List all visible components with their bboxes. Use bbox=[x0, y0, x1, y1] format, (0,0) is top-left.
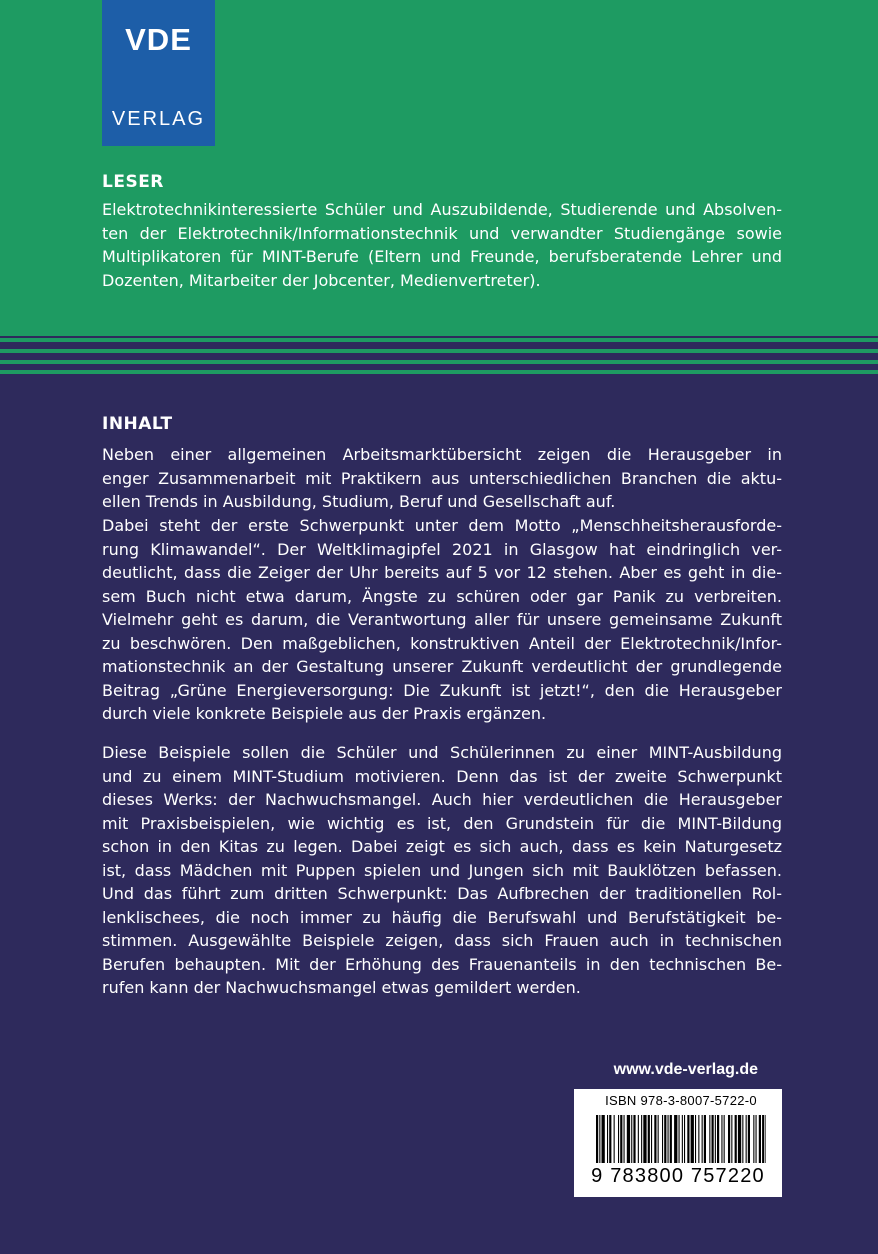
logo-sub-text: VERLAG bbox=[111, 108, 206, 130]
text-line: dieses Werks: der Nachwuchsmangel. Auch hier verdeutlichen die Herausgeber bbox=[102, 790, 782, 809]
barcode-bar bbox=[684, 1115, 685, 1163]
barcode-bar bbox=[759, 1115, 761, 1163]
barcode-bar bbox=[742, 1115, 743, 1163]
barcode-bar bbox=[724, 1115, 725, 1163]
barcode-bar bbox=[674, 1115, 677, 1163]
barcode-bar bbox=[695, 1115, 696, 1163]
barcode-bar bbox=[631, 1115, 632, 1163]
text-line: Elektrotechnikinteressierte Schüler und Auszubildende, Studierende und Absolven- bbox=[102, 200, 782, 219]
stripe-4 bbox=[0, 370, 878, 374]
barcode-bar bbox=[607, 1115, 608, 1163]
text-line: Beitrag „Grüne Energieversorgung: Die Zukunft ist jetzt!“, den die Herausgeber bbox=[102, 680, 782, 700]
barcode-icon bbox=[596, 1115, 766, 1163]
text-line: schon in den Kitas zu legen. Dabei zeigt es sich auch, dass es kein Naturgesetz bbox=[102, 837, 782, 856]
barcode-bar bbox=[664, 1115, 666, 1163]
leser-heading: LESER bbox=[102, 172, 164, 192]
text-line: enger Zusammenarbeit mit Praktikern aus unterschiedlichen Branchen die aktu- bbox=[102, 468, 782, 488]
text-line: Diese Beispiele sollen die Schüler und Schülerinnen zu einer MINT-Ausbildung bbox=[102, 743, 782, 762]
decorative-stripes bbox=[0, 336, 878, 378]
barcode-bar bbox=[753, 1115, 754, 1163]
text-line: mit Praxisbeispielen, wie wichtig es ist, den Grundstein für die MINT-Bildung bbox=[102, 813, 782, 833]
barcode-bar bbox=[658, 1115, 659, 1163]
publisher-url: www.vde-verlag.de bbox=[613, 1061, 758, 1078]
barcode-bar bbox=[715, 1115, 716, 1163]
barcode-bar bbox=[654, 1115, 656, 1163]
stripe-2 bbox=[0, 349, 878, 353]
barcode-bar bbox=[624, 1115, 625, 1163]
stripe-1 bbox=[0, 338, 878, 342]
isbn-label: ISBN 978-3-8007-5722-0 bbox=[605, 1093, 757, 1108]
barcode-bar bbox=[691, 1115, 694, 1163]
barcode-bar bbox=[728, 1115, 730, 1163]
vde-verlag-logo bbox=[102, 0, 215, 146]
barcode-bar bbox=[599, 1115, 600, 1163]
text-line: lenklischees, die noch immer zu häufig die Berufswahl und Berufstätigkeit be- bbox=[102, 907, 782, 927]
barcode-bar bbox=[643, 1115, 646, 1163]
barcode-bar bbox=[682, 1115, 683, 1163]
inhalt-paragraph-3 bbox=[102, 741, 782, 1000]
barcode-bar bbox=[746, 1115, 747, 1163]
text-line: und zu einem MINT-Studium motivieren. Denn das ist der zweite Schwerpunkt bbox=[102, 766, 782, 786]
text-line: durch viele konkrete Beispiele aus der Praxis ergänzen. bbox=[102, 704, 547, 723]
barcode-bar bbox=[596, 1115, 598, 1163]
barcode-bar bbox=[641, 1115, 642, 1163]
text-line: sem Buch nicht etwa darum, Ängste zu schüren oder gar Panik zu verbreiten. bbox=[102, 586, 782, 606]
barcode-bar bbox=[717, 1115, 719, 1163]
text-line: stimmen. Ausgewählte Beispiele zeigen, dass sich Frauen auch in technischen bbox=[102, 931, 782, 950]
inhalt-paragraph-2 bbox=[102, 514, 782, 726]
stripe-3 bbox=[0, 360, 878, 364]
text-line: zu beschwören. Den maßgeblichen, konstruktiven Anteil der Elektrotechnik/Infor- bbox=[102, 633, 782, 653]
text-line: rung Klimawandel“. Der Weltklimagipfel 2021 in Glasgow hat eindringlich ver- bbox=[102, 539, 782, 559]
text-line: ist, dass Mädchen mit Puppen spielen und Jungen sich mit Bauklötzen befassen. bbox=[102, 860, 782, 880]
barcode-bar bbox=[633, 1115, 635, 1163]
barcode-bar bbox=[618, 1115, 619, 1163]
barcode-bar bbox=[721, 1115, 722, 1163]
barcode-bar bbox=[614, 1115, 615, 1163]
isbn-barcode-box bbox=[574, 1089, 782, 1197]
barcode-bar bbox=[735, 1115, 737, 1163]
barcode-bar bbox=[620, 1115, 622, 1163]
barcode-bar bbox=[712, 1115, 714, 1163]
barcode-bar bbox=[765, 1115, 766, 1163]
barcode-bar bbox=[651, 1115, 652, 1163]
text-line: ten der Elektrotechnik/Informationstechnik und verwandter Studiengänge sowie bbox=[102, 223, 782, 243]
barcode-bar bbox=[748, 1115, 750, 1163]
barcode-bar bbox=[687, 1115, 689, 1163]
barcode-bar bbox=[627, 1115, 630, 1163]
text-line: Neben einer allgemeinen Arbeitsmarktübersicht zeigen die Herausgeber in bbox=[102, 445, 782, 464]
barcode-bar bbox=[662, 1115, 663, 1163]
barcode-bar bbox=[738, 1115, 741, 1163]
barcode-bar bbox=[638, 1115, 639, 1163]
leser-text bbox=[102, 198, 782, 292]
barcode-bar bbox=[731, 1115, 732, 1163]
barcode-bar bbox=[704, 1115, 706, 1163]
barcode-bar bbox=[670, 1115, 672, 1163]
ean-number: 9 783800 757220 bbox=[591, 1165, 765, 1187]
text-line: ellen Trends in Ausbildung, Studium, Beruf und Gesellschaft auf. bbox=[102, 492, 616, 511]
logo-main-text: VDE bbox=[125, 22, 192, 57]
barcode-bar bbox=[648, 1115, 650, 1163]
barcode-bar bbox=[756, 1115, 757, 1163]
text-line: mationstechnik an der Gestaltung unserer Zukunft verdeutlicht der grundlegende bbox=[102, 657, 782, 676]
text-line: Dabei steht der erste Schwerpunkt unter dem Motto „Menschheitsherausforde- bbox=[102, 516, 782, 535]
barcode-bar bbox=[762, 1115, 764, 1163]
barcode-bar bbox=[709, 1115, 710, 1163]
text-line: Dozenten, Mitarbeiter der Jobcenter, Medienvertreter). bbox=[102, 270, 541, 290]
text-line: deutlicht, dass die Zeiger der Uhr bereits auf 5 vor 12 stehen. Aber es geht in die- bbox=[102, 563, 782, 582]
inhalt-paragraph-1 bbox=[102, 443, 782, 514]
text-line: Berufen behaupten. Mit der Erhöhung des Frauenanteils in den technischen Be- bbox=[102, 954, 782, 974]
inhalt-heading: INHALT bbox=[102, 414, 173, 434]
text-line: Vielmehr geht es darum, die Verantwortung aller für unsere gemeinsame Zukunft bbox=[102, 610, 782, 629]
barcode-bar bbox=[698, 1115, 699, 1163]
barcode-bar bbox=[679, 1115, 680, 1163]
text-line: Multiplikatoren für MINT-Berufe (Eltern und Freunde, berufsberatende Lehrer und bbox=[102, 247, 782, 266]
text-line: rufen kann der Nachwuchsmangel etwas gemildert werden. bbox=[102, 978, 581, 997]
barcode-bar bbox=[609, 1115, 611, 1163]
barcode-bar bbox=[702, 1115, 703, 1163]
text-line: Und das führt zum dritten Schwerpunkt: Das Aufbrechen der traditionellen Rol- bbox=[102, 884, 782, 903]
barcode-bar bbox=[668, 1115, 669, 1163]
barcode-bar bbox=[602, 1115, 605, 1163]
